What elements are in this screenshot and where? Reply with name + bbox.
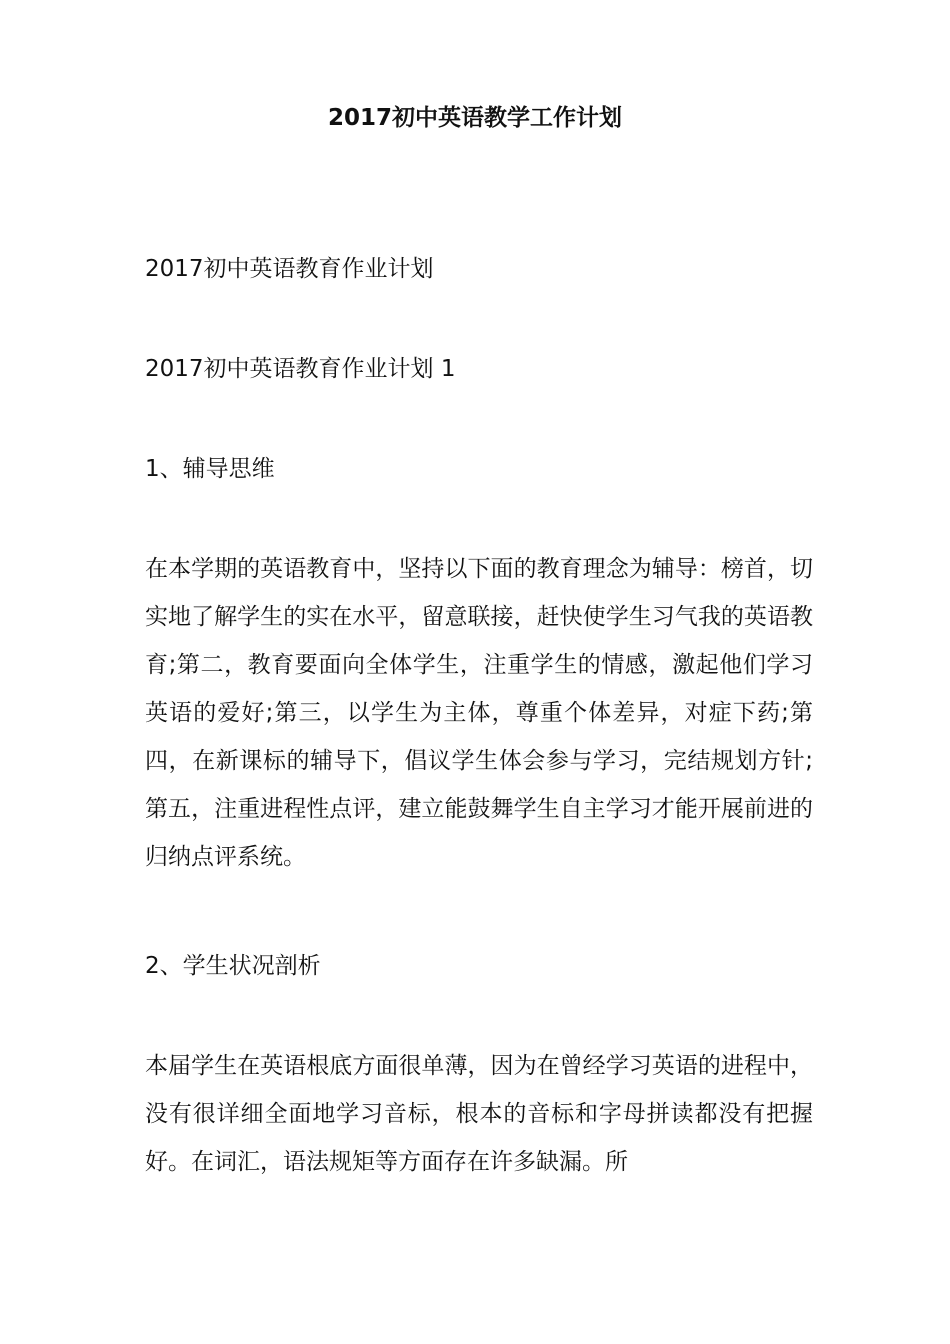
paragraph-guiding-thought: 在本学期的英语教育中，坚持以下面的教育理念为辅导：榜首，切实地了解学生的实在水平，留意联接，赶快使学生习气我的英语教育;第二，教育要面向全体学生，注重学生的情感，激起他们学习英语的爱好;第三，以学生为主体，尊重个体差异，对症下药;第四，在新课标的辅导下，倡议学生体会参与学习，完结规划方针;第五，注重进程性点评，建立能鼓舞学生自主学习才能开展前进的归纳点评系统。 bbox=[145, 556, 813, 870]
document-subtitle: 2017初中英语教育作业计划 bbox=[145, 256, 434, 282]
heading-guiding-thought: 1、辅导思维 bbox=[145, 456, 275, 482]
heading-student-analysis: 2、学生状况剖析 bbox=[145, 953, 321, 979]
paragraph-student-analysis: 本届学生在英语根底方面很单薄，因为在曾经学习英语的进程中，没有很详细全面地学习音标，根本的音标和字母拼读都没有把握好。在词汇，语法规矩等方面存在许多缺漏。所 bbox=[145, 1053, 813, 1175]
document-title: 2017初中英语教学工作计划 bbox=[327, 105, 622, 131]
section-title: 2017初中英语教育作业计划 1 bbox=[145, 356, 456, 382]
